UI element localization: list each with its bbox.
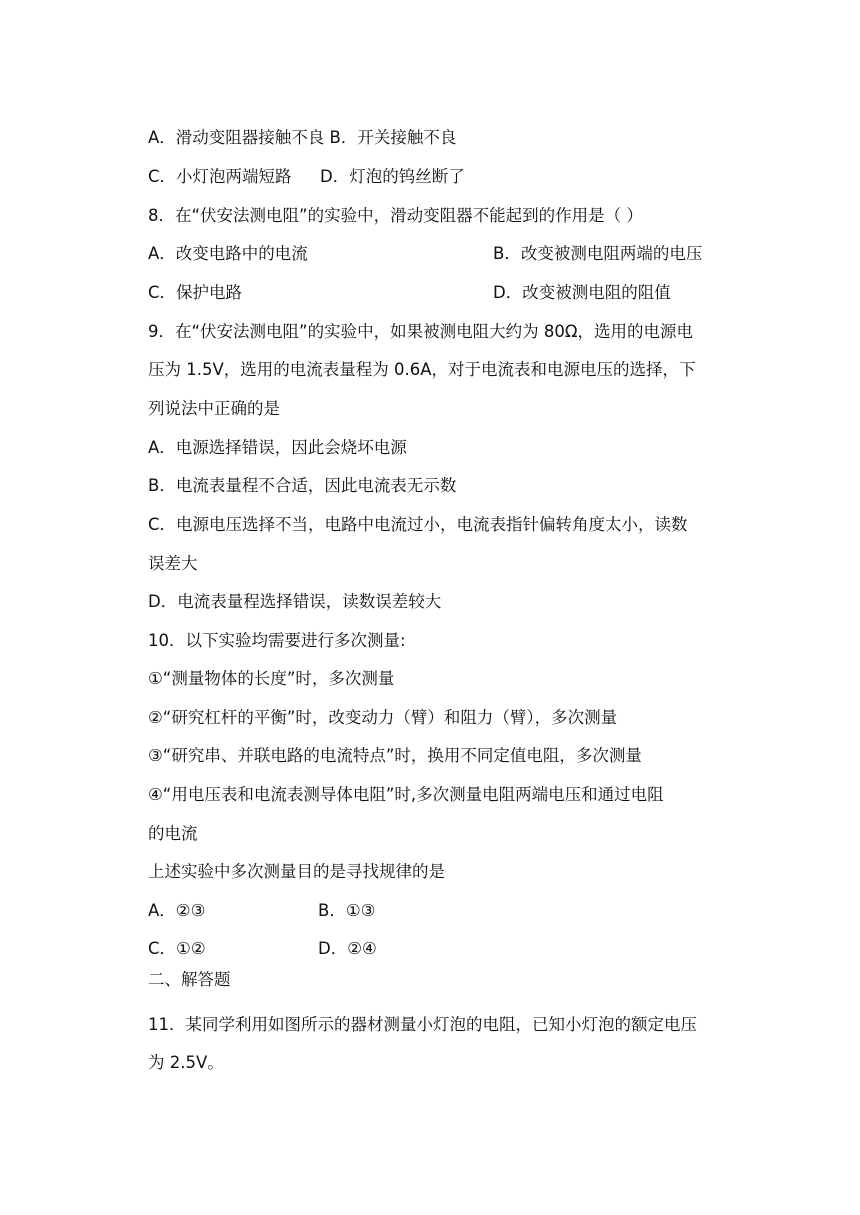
q7-options-ab: A．滑动变阻器接触不良 B．开关接触不良	[148, 128, 457, 147]
q10-options-cd	[148, 939, 377, 959]
q10-question: 上述实验中多次测量目的是寻找规律的是	[148, 862, 445, 881]
q8-option-b: B．改变被测电阻两端的电压	[493, 244, 703, 263]
section-heading: 二、解答题	[148, 970, 231, 989]
q8-option-a: A．改变电路中的电流	[148, 244, 308, 263]
q10-option-d: D．②④	[318, 939, 377, 958]
q10-item-4-line-2: 的电流	[148, 824, 198, 843]
q10-option-b: B．①③	[318, 901, 376, 920]
q8-stem: 8．在“伏安法测电阻”的实验中，滑动变阻器不能起到的作用是（ ）	[148, 206, 643, 225]
q9-stem-line-2: 压为 1.5V，选用的电流表量程为 0.6A，对于电流表和电源电压的选择，下	[148, 360, 696, 379]
q7-option-d: D．灯泡的钨丝断了	[320, 167, 465, 186]
q9-option-b: B．电流表量程不合适，因此电流表无示数	[148, 476, 457, 495]
q9-option-a: A．电源选择错误，因此会烧坏电源	[148, 438, 407, 457]
q10-item-2: ②“研究杠杆的平衡”时，改变动力（臂）和阻力（臂），多次测量	[148, 708, 618, 727]
q9-option-d: D．电流表量程选择错误，读数误差较大	[148, 592, 442, 611]
q7-options-cd	[148, 167, 465, 187]
q9-option-c-line-2: 误差大	[148, 554, 198, 573]
q7-option-c: C．小灯泡两端短路	[148, 167, 292, 186]
q11-stem-line-1: 11．某同学利用如图所示的器材测量小灯泡的电阻，已知小灯泡的额定电压	[148, 1015, 697, 1034]
q10-option-c: C．①②	[148, 939, 206, 958]
q9-stem-line-1: 9．在“伏安法测电阻”的实验中，如果被测电阻大约为 80Ω，选用的电源电	[148, 322, 693, 341]
q10-options-ab	[148, 901, 376, 921]
q10-item-1: ①“测量物体的长度”时，多次测量	[148, 669, 395, 688]
q8-option-d: D．改变被测电阻的阻值	[493, 283, 671, 302]
q8-option-c: C．保护电路	[148, 283, 243, 302]
q8-options-ab	[148, 244, 703, 264]
q9-stem-line-3: 列说法中正确的是	[148, 399, 280, 418]
q10-stem: 10．以下实验均需要进行多次测量:	[148, 631, 406, 650]
q9-option-c-line-1: C．电源电压选择不当，电路中电流过小，电流表指针偏转角度太小，读数	[148, 515, 688, 534]
q11-stem-line-2: 为 2.5V。	[148, 1053, 224, 1072]
q10-item-3: ③“研究串、并联电路的电流特点”时，换用不同定值电阻，多次测量	[148, 746, 642, 765]
q8-options-cd	[148, 283, 671, 303]
q10-item-4-line-1: ④“用电压表和电流表测导体电阻”时,多次测量电阻两端电压和通过电阻	[148, 785, 664, 804]
q10-option-a: A．②③	[148, 901, 206, 920]
